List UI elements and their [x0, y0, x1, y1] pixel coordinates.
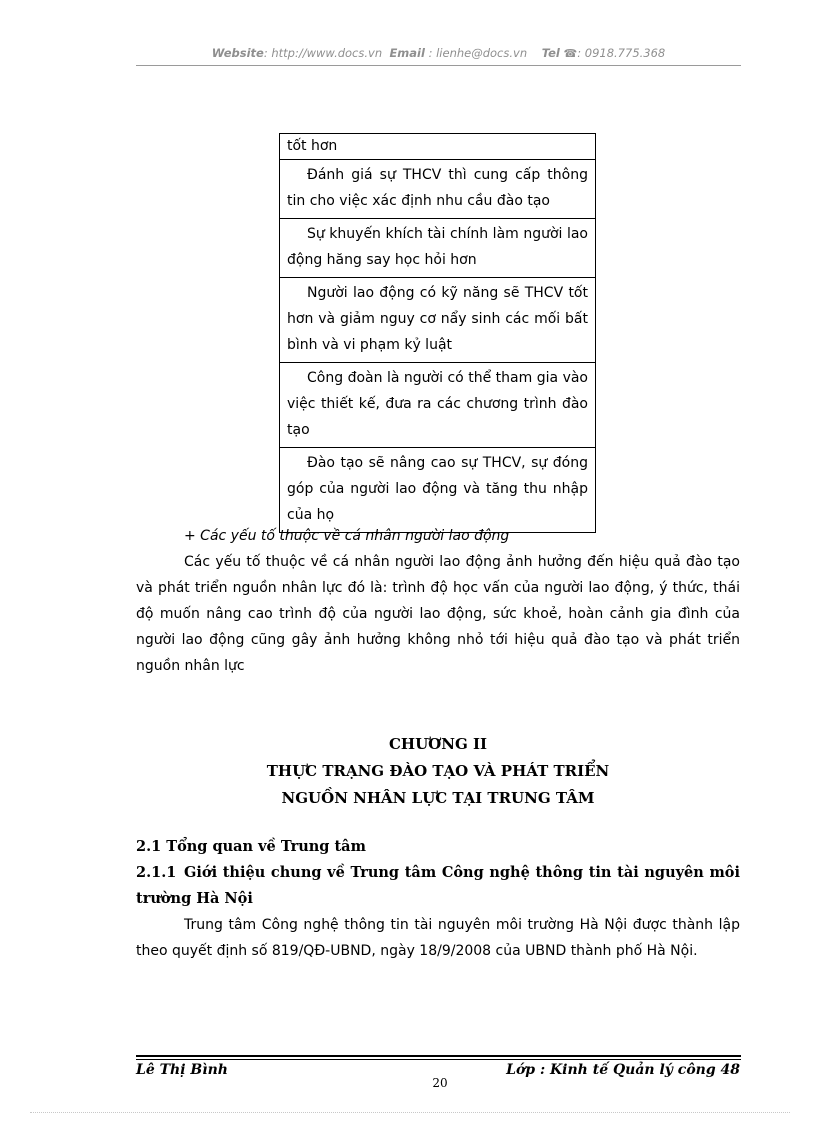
table-cell: [280, 363, 596, 448]
table-cell-text: Đào tạo sẽ nâng cao sự THCV, sự đóng góp của người lao động và tăng thu nhập của họ: [287, 455, 588, 523]
email-value: : lienhe@docs.vn: [428, 46, 528, 60]
section-2-1-1-title: [136, 860, 740, 912]
table-row: [280, 278, 596, 363]
table-cell: [280, 278, 596, 363]
table-cell-text: Đánh giá sự THCV thì cung cấp thông tin cho việc xác định nhu cầu đào tạo: [287, 167, 588, 209]
table-cell: [280, 448, 596, 533]
page-header: [136, 46, 741, 60]
section-2-1-title: 2.1 Tổng quan về Trung tâm: [136, 838, 366, 855]
personal-factors-paragraph: Các yếu tố thuộc về cá nhân người lao động ảnh hưởng đến hiệu quả đào tạo và phát triển nguồn nhân lực đó là: trình độ học vấn của người lao động, ý thức, thái độ muốn nâng cao trình độ của người lao động, sức khoẻ, hoàn cảnh gia đình của người lao động cũng gây ảnh hưởng không nhỏ tới hiệu quả đào tạo và phát triển nguồn nhân lực: [136, 554, 740, 674]
table-row: [280, 160, 596, 219]
chapter-title-line1: THỰC TRẠNG ĐÀO TẠO VÀ PHÁT TRIỂN: [266, 762, 610, 780]
table-cell-text: Công đoàn là người có thể tham gia vào việc thiết kế, đưa ra các chương trình đào tạo: [287, 370, 588, 438]
website-label: Website: [211, 46, 264, 60]
tel-value: : 0918.775.368: [577, 46, 666, 60]
section-2-1-1-text: Giới thiệu chung về Trung tâm Công nghệ thông tin tài nguyên môi trường Hà Nội: [136, 864, 740, 907]
footer-class: Lớp : Kinh tế Quản lý công 48: [506, 1062, 740, 1078]
table-cell: tốt hơn: [280, 134, 596, 160]
section-2-1-1-paragraph: Trung tâm Công nghệ thông tin tài nguyên môi trường Hà Nội được thành lập theo quyết định số 819/QĐ-UBND, ngày 18/9/2008 của UBND thành phố Hà Nội.: [136, 917, 740, 959]
email-label: Email: [389, 46, 425, 60]
website-value: : http://www.docs.vn: [263, 46, 383, 60]
bottom-dotted-line: [30, 1112, 790, 1113]
tel-label: Tel: [541, 46, 560, 60]
continued-table: [279, 133, 596, 533]
table-row: [280, 219, 596, 278]
table-row: [280, 363, 596, 448]
footer-divider-thin: [136, 1059, 741, 1060]
page-number: 20: [432, 1076, 448, 1090]
table-row: [280, 134, 596, 160]
footer-divider-thick: [136, 1055, 741, 1057]
chapter-title-line2: NGUỒN NHÂN LỰC TẠI TRUNG TÂM: [281, 789, 595, 807]
table-cell: [280, 160, 596, 219]
table-cell-text: Sự khuyến khích tài chính làm người lao động hăng say học hỏi hơn: [287, 226, 588, 268]
footer-author: Lê Thị Bình: [136, 1062, 228, 1078]
section-number: 2.1.1: [136, 864, 177, 881]
table-cell-text: Người lao động có kỹ năng sẽ THCV tốt hơn và giảm nguy cơ nẩy sinh các mối bất bình và vi phạm kỷ luật: [287, 285, 588, 353]
chapter-number: CHƯƠNG II: [388, 735, 488, 753]
phone-icon: ☎: [563, 47, 578, 60]
table-cell: [280, 219, 596, 278]
header-divider: [136, 65, 741, 66]
personal-factors-heading: + Các yếu tố thuộc về cá nhân người lao động: [184, 528, 510, 544]
table-row: [280, 448, 596, 533]
